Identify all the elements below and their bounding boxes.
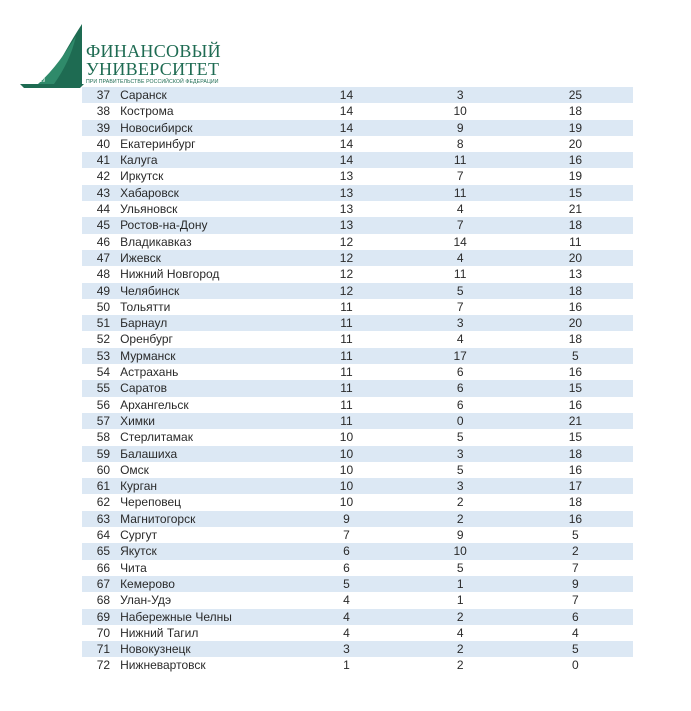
rank-cell: 67 xyxy=(96,576,111,591)
value-cell-2: 9 xyxy=(456,528,464,543)
value-cell-3: 11 xyxy=(569,234,582,249)
table-row xyxy=(82,331,633,347)
value-cell-2: 10 xyxy=(453,544,467,559)
rank-cell: 63 xyxy=(96,511,111,526)
value-cell-2: 1 xyxy=(456,593,464,608)
table-row xyxy=(82,266,633,282)
city-name-cell: Саратов xyxy=(120,381,168,396)
city-name-cell: Мурманск xyxy=(120,348,176,363)
value-cell-2: 10 xyxy=(453,104,467,119)
value-cell-3: 13 xyxy=(568,267,583,282)
rank-cell: 56 xyxy=(96,397,111,412)
table-row xyxy=(82,494,633,510)
city-name-cell: Химки xyxy=(120,413,155,428)
table-row xyxy=(82,543,633,559)
city-name-cell: Омск xyxy=(120,462,149,477)
value-cell-3: 5 xyxy=(572,528,579,543)
city-name-cell: Балашиха xyxy=(120,446,178,461)
rank-cell: 57 xyxy=(96,413,111,428)
value-cell-3: 20 xyxy=(568,250,583,265)
city-name-cell: Череповец xyxy=(120,495,182,510)
table-row xyxy=(82,250,633,266)
value-cell-2: 5 xyxy=(456,462,464,477)
value-cell-2: 5 xyxy=(456,560,464,575)
table-row xyxy=(82,609,633,625)
table-row xyxy=(82,527,633,543)
value-cell-1: 5 xyxy=(343,576,350,591)
value-cell-3: 16 xyxy=(568,462,583,477)
value-cell-1: 11 xyxy=(340,397,353,412)
value-cell-1: 4 xyxy=(343,625,350,640)
logo-title-line1: ФИНАНСОВЫЙ xyxy=(86,41,221,61)
value-cell-1: 11 xyxy=(340,316,353,331)
value-cell-2: 6 xyxy=(456,397,464,412)
value-cell-2: 11 xyxy=(453,267,467,282)
city-name-cell: Нижневартовск xyxy=(120,658,206,673)
rank-cell: 70 xyxy=(96,625,111,640)
rank-cell: 43 xyxy=(96,185,111,200)
value-cell-3: 0 xyxy=(572,658,579,673)
value-cell-2: 2 xyxy=(456,658,464,673)
rank-cell: 58 xyxy=(96,430,111,445)
table-row xyxy=(82,348,633,364)
logo-subtitle: ПРИ ПРАВИТЕЛЬСТВЕ РОССИЙСКОЙ ФЕДЕРАЦИИ xyxy=(86,79,219,85)
table-row xyxy=(82,120,633,136)
value-cell-1: 11 xyxy=(340,348,353,363)
value-cell-1: 11 xyxy=(340,299,353,314)
value-cell-2: 0 xyxy=(456,413,464,428)
city-name-cell: Владикавказ xyxy=(120,234,192,249)
value-cell-3: 21 xyxy=(568,202,583,217)
value-cell-2: 2 xyxy=(456,642,464,657)
value-cell-1: 3 xyxy=(343,642,350,657)
value-cell-1: 9 xyxy=(343,511,350,526)
city-name-cell: Архангельск xyxy=(120,397,189,412)
table-row xyxy=(82,234,633,250)
table-row xyxy=(82,299,633,315)
rank-cell: 40 xyxy=(96,136,111,151)
table-row xyxy=(82,152,633,168)
value-cell-3: 16 xyxy=(568,397,583,412)
value-cell-2: 4 xyxy=(456,202,464,217)
rank-cell: 51 xyxy=(96,316,111,331)
value-cell-1: 12 xyxy=(339,283,354,298)
city-name-cell: Тольятти xyxy=(120,299,171,314)
value-cell-2: 6 xyxy=(456,381,464,396)
city-name-cell: Чита xyxy=(120,560,147,575)
city-name-cell: Оренбург xyxy=(120,332,173,347)
rank-cell: 72 xyxy=(96,658,111,673)
value-cell-2: 3 xyxy=(456,316,464,331)
value-cell-2: 5 xyxy=(456,430,464,445)
value-cell-2: 4 xyxy=(456,625,464,640)
value-cell-3: 18 xyxy=(568,104,583,119)
rank-cell: 38 xyxy=(96,104,111,119)
value-cell-3: 25 xyxy=(568,88,583,102)
value-cell-1: 13 xyxy=(339,185,354,200)
rank-cell: 66 xyxy=(96,560,111,575)
value-cell-3: 2 xyxy=(572,544,579,559)
table-row xyxy=(82,168,633,184)
table-row xyxy=(82,560,633,576)
table-row xyxy=(82,625,633,641)
city-name-cell: Иркутск xyxy=(120,169,164,184)
table-row xyxy=(82,315,633,331)
value-cell-2: 2 xyxy=(456,609,464,624)
value-cell-3: 15 xyxy=(568,430,583,445)
value-cell-2: 3 xyxy=(456,479,464,494)
table-row xyxy=(82,185,633,201)
rank-cell: 37 xyxy=(96,88,111,102)
value-cell-3: 17 xyxy=(568,479,583,494)
value-cell-1: 13 xyxy=(339,218,354,233)
city-name-cell: Новокузнецк xyxy=(120,642,191,657)
city-name-cell: Кемерово xyxy=(120,576,175,591)
rank-cell: 39 xyxy=(96,120,111,135)
city-name-cell: Астрахань xyxy=(120,365,179,380)
value-cell-1: 13 xyxy=(339,202,354,217)
city-name-cell: Магнитогорск xyxy=(120,511,196,526)
city-name-cell: Курган xyxy=(120,479,158,494)
table-row xyxy=(82,87,633,103)
sail-emblem-icon xyxy=(20,22,90,88)
value-cell-1: 14 xyxy=(339,104,354,119)
city-name-cell: Хабаровск xyxy=(120,185,179,200)
value-cell-3: 7 xyxy=(572,560,579,575)
value-cell-1: 10 xyxy=(339,479,354,494)
city-name-cell: Барнаул xyxy=(120,316,168,331)
value-cell-2: 17 xyxy=(453,348,467,363)
value-cell-3: 19 xyxy=(568,169,583,184)
table-row xyxy=(82,217,633,233)
value-cell-1: 4 xyxy=(343,593,350,608)
rank-cell: 48 xyxy=(96,267,111,282)
value-cell-1: 1 xyxy=(343,658,350,673)
value-cell-1: 11 xyxy=(340,381,353,396)
value-cell-1: 4 xyxy=(343,609,350,624)
rank-cell: 41 xyxy=(96,153,111,168)
university-logo xyxy=(20,22,240,88)
rank-cell: 46 xyxy=(96,234,111,249)
rank-cell: 54 xyxy=(96,365,111,380)
value-cell-2: 11 xyxy=(453,185,467,200)
value-cell-1: 11 xyxy=(340,413,353,428)
value-cell-3: 4 xyxy=(572,625,579,640)
value-cell-2: 14 xyxy=(453,234,467,249)
rank-cell: 61 xyxy=(96,479,111,494)
value-cell-2: 2 xyxy=(456,511,464,526)
value-cell-2: 6 xyxy=(456,365,464,380)
table-row xyxy=(82,283,633,299)
rank-cell: 44 xyxy=(96,202,111,217)
value-cell-3: 7 xyxy=(572,593,579,608)
value-cell-3: 16 xyxy=(568,511,583,526)
rank-cell: 45 xyxy=(96,218,111,233)
value-cell-3: 5 xyxy=(572,642,579,657)
city-name-cell: Челябинск xyxy=(120,283,180,298)
rank-cell: 55 xyxy=(96,381,111,396)
city-ranking-table xyxy=(82,87,633,674)
value-cell-1: 14 xyxy=(339,120,354,135)
value-cell-2: 5 xyxy=(456,283,464,298)
table-row xyxy=(82,657,633,673)
value-cell-3: 18 xyxy=(568,495,583,510)
value-cell-1: 14 xyxy=(339,88,354,102)
rank-cell: 42 xyxy=(96,169,111,184)
rank-cell: 52 xyxy=(96,332,111,347)
value-cell-3: 15 xyxy=(568,381,583,396)
city-name-cell: Саранск xyxy=(120,88,167,102)
value-cell-3: 16 xyxy=(568,299,583,314)
table-row xyxy=(82,397,633,413)
rank-cell: 60 xyxy=(96,462,111,477)
value-cell-3: 18 xyxy=(568,283,583,298)
value-cell-1: 7 xyxy=(343,528,350,543)
rank-cell: 62 xyxy=(96,495,111,510)
table-row xyxy=(82,413,633,429)
city-name-cell: Новосибирск xyxy=(120,120,193,135)
value-cell-3: 9 xyxy=(572,576,579,591)
value-cell-3: 20 xyxy=(568,316,583,331)
table-row xyxy=(82,380,633,396)
value-cell-1: 12 xyxy=(339,250,354,265)
city-name-cell: Улан-Удэ xyxy=(120,593,172,608)
value-cell-3: 19 xyxy=(568,120,583,135)
value-cell-3: 15 xyxy=(568,185,583,200)
table-row xyxy=(82,201,633,217)
value-cell-1: 10 xyxy=(339,446,354,461)
value-cell-2: 3 xyxy=(456,88,464,102)
rank-cell: 69 xyxy=(96,609,111,624)
rank-cell: 65 xyxy=(96,544,111,559)
rank-cell: 64 xyxy=(96,528,111,543)
value-cell-3: 18 xyxy=(568,446,583,461)
city-name-cell: Ульяновск xyxy=(120,202,178,217)
value-cell-2: 11 xyxy=(453,153,467,168)
value-cell-1: 12 xyxy=(339,267,354,282)
value-cell-3: 18 xyxy=(568,332,583,347)
table-row xyxy=(82,462,633,478)
value-cell-2: 4 xyxy=(456,250,464,265)
city-name-cell: Калуга xyxy=(120,153,158,168)
value-cell-2: 2 xyxy=(456,495,464,510)
value-cell-1: 12 xyxy=(339,234,354,249)
table-row xyxy=(82,364,633,380)
table-row xyxy=(82,511,633,527)
logo-year: 1919 xyxy=(34,78,46,84)
value-cell-3: 5 xyxy=(572,348,579,363)
value-cell-2: 3 xyxy=(456,446,464,461)
value-cell-1: 14 xyxy=(339,153,354,168)
rank-cell: 53 xyxy=(96,348,111,363)
rank-cell: 59 xyxy=(96,446,111,461)
table-row xyxy=(82,592,633,608)
value-cell-1: 6 xyxy=(343,544,350,559)
value-cell-1: 10 xyxy=(339,430,354,445)
table-row xyxy=(82,136,633,152)
value-cell-1: 14 xyxy=(339,136,354,151)
city-name-cell: Нижний Новгород xyxy=(120,267,220,282)
value-cell-2: 4 xyxy=(456,332,464,347)
value-cell-1: 11 xyxy=(340,365,353,380)
value-cell-3: 16 xyxy=(568,365,583,380)
logo-title-line2: УНИВЕРСИТЕТ xyxy=(86,59,220,79)
value-cell-1: 13 xyxy=(339,169,354,184)
rank-cell: 68 xyxy=(96,593,111,608)
value-cell-1: 6 xyxy=(343,560,350,575)
rank-cell: 49 xyxy=(96,283,111,298)
city-name-cell: Екатеринбург xyxy=(120,136,196,151)
value-cell-3: 21 xyxy=(568,413,583,428)
city-name-cell: Набережные Челны xyxy=(120,609,232,624)
city-name-cell: Кострома xyxy=(120,104,174,119)
value-cell-2: 8 xyxy=(456,136,464,151)
table-row xyxy=(82,478,633,494)
table-row xyxy=(82,576,633,592)
table-row xyxy=(82,103,633,119)
table-row xyxy=(82,641,633,657)
value-cell-1: 10 xyxy=(339,462,354,477)
city-name-cell: Ижевск xyxy=(120,250,161,265)
value-cell-3: 20 xyxy=(568,136,583,151)
city-name-cell: Ростов-на-Дону xyxy=(120,218,208,233)
rank-cell: 71 xyxy=(96,642,111,657)
city-name-cell: Якутск xyxy=(120,544,157,559)
value-cell-2: 7 xyxy=(456,299,464,314)
value-cell-1: 10 xyxy=(339,495,354,510)
value-cell-1: 11 xyxy=(340,332,353,347)
city-name-cell: Стерлитамак xyxy=(120,430,193,445)
table-row xyxy=(82,429,633,445)
city-name-cell: Нижний Тагил xyxy=(120,625,199,640)
rank-cell: 47 xyxy=(96,250,111,265)
value-cell-3: 18 xyxy=(568,218,583,233)
value-cell-2: 7 xyxy=(456,218,464,233)
value-cell-2: 1 xyxy=(456,576,464,591)
city-name-cell: Сургут xyxy=(120,528,158,543)
value-cell-3: 6 xyxy=(572,609,579,624)
rank-cell: 50 xyxy=(96,299,111,314)
value-cell-3: 16 xyxy=(568,153,583,168)
table-row xyxy=(82,446,633,462)
value-cell-2: 7 xyxy=(456,169,464,184)
value-cell-2: 9 xyxy=(456,120,464,135)
